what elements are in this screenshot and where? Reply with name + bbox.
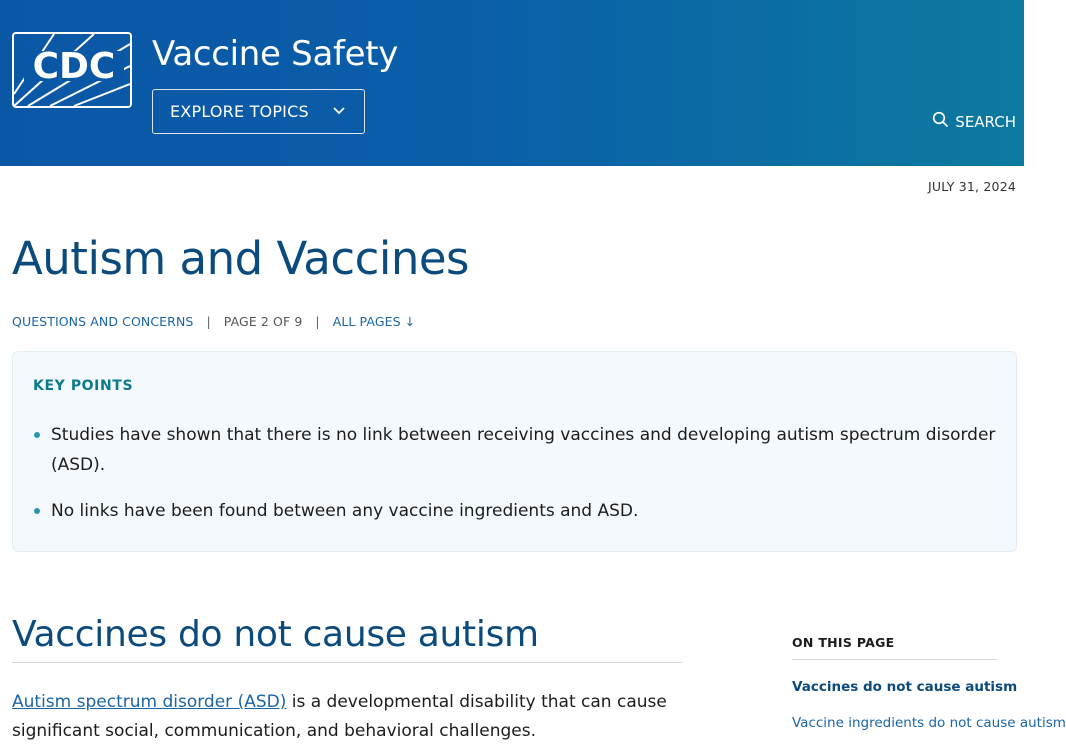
on-this-page-heading: ON THIS PAGE	[792, 635, 895, 650]
page-title: Autism and Vaccines	[12, 232, 470, 285]
on-this-page-link[interactable]: Vaccine ingredients do not cause autism	[792, 715, 1066, 731]
search-label: SEARCH	[955, 112, 1016, 131]
site-header	[0, 0, 1024, 166]
publish-date: JULY 31, 2024	[927, 179, 1016, 194]
on-this-page-divider	[792, 659, 997, 660]
asd-link[interactable]: Autism spectrum disorder (ASD)	[12, 692, 287, 712]
key-point-item: No links have been found between any vaccine ingredients and ASD.	[33, 496, 1003, 526]
site-title[interactable]: Vaccine Safety	[152, 34, 399, 74]
on-this-page-link[interactable]: Vaccines do not cause autism	[792, 679, 1018, 695]
key-point-item: Studies have shown that there is no link between receiving vaccines and developing autism spectrum disorder (ASD).	[33, 420, 1003, 480]
chevron-down-icon	[332, 103, 346, 122]
search-icon	[932, 111, 949, 132]
page-count: PAGE 2 OF 9	[223, 314, 303, 329]
section-title: Vaccines do not cause autism	[12, 614, 539, 655]
key-points-heading: KEY POINTS	[33, 378, 134, 394]
section-body-text: is a developmental disability that can cause significant social, communication, and behavioral challenges.	[12, 692, 667, 741]
explore-topics-label: EXPLORE TOPICS	[170, 102, 309, 121]
key-points-list	[33, 420, 1003, 542]
all-pages-link[interactable]: ALL PAGES ↓	[332, 314, 416, 329]
section-body	[12, 688, 682, 746]
breadcrumb-separator: |	[315, 314, 320, 329]
section-divider	[12, 662, 682, 663]
breadcrumb-separator: |	[206, 314, 211, 329]
search-button[interactable]	[932, 111, 1016, 132]
cdc-logo[interactable]	[12, 32, 132, 108]
key-points-box	[12, 351, 1017, 552]
explore-topics-button[interactable]	[152, 89, 365, 134]
breadcrumb	[12, 314, 415, 329]
cdc-logo-graphic	[14, 34, 130, 106]
logo-text: CDC	[32, 46, 116, 87]
breadcrumb-parent-link[interactable]: QUESTIONS AND CONCERNS	[12, 314, 194, 329]
